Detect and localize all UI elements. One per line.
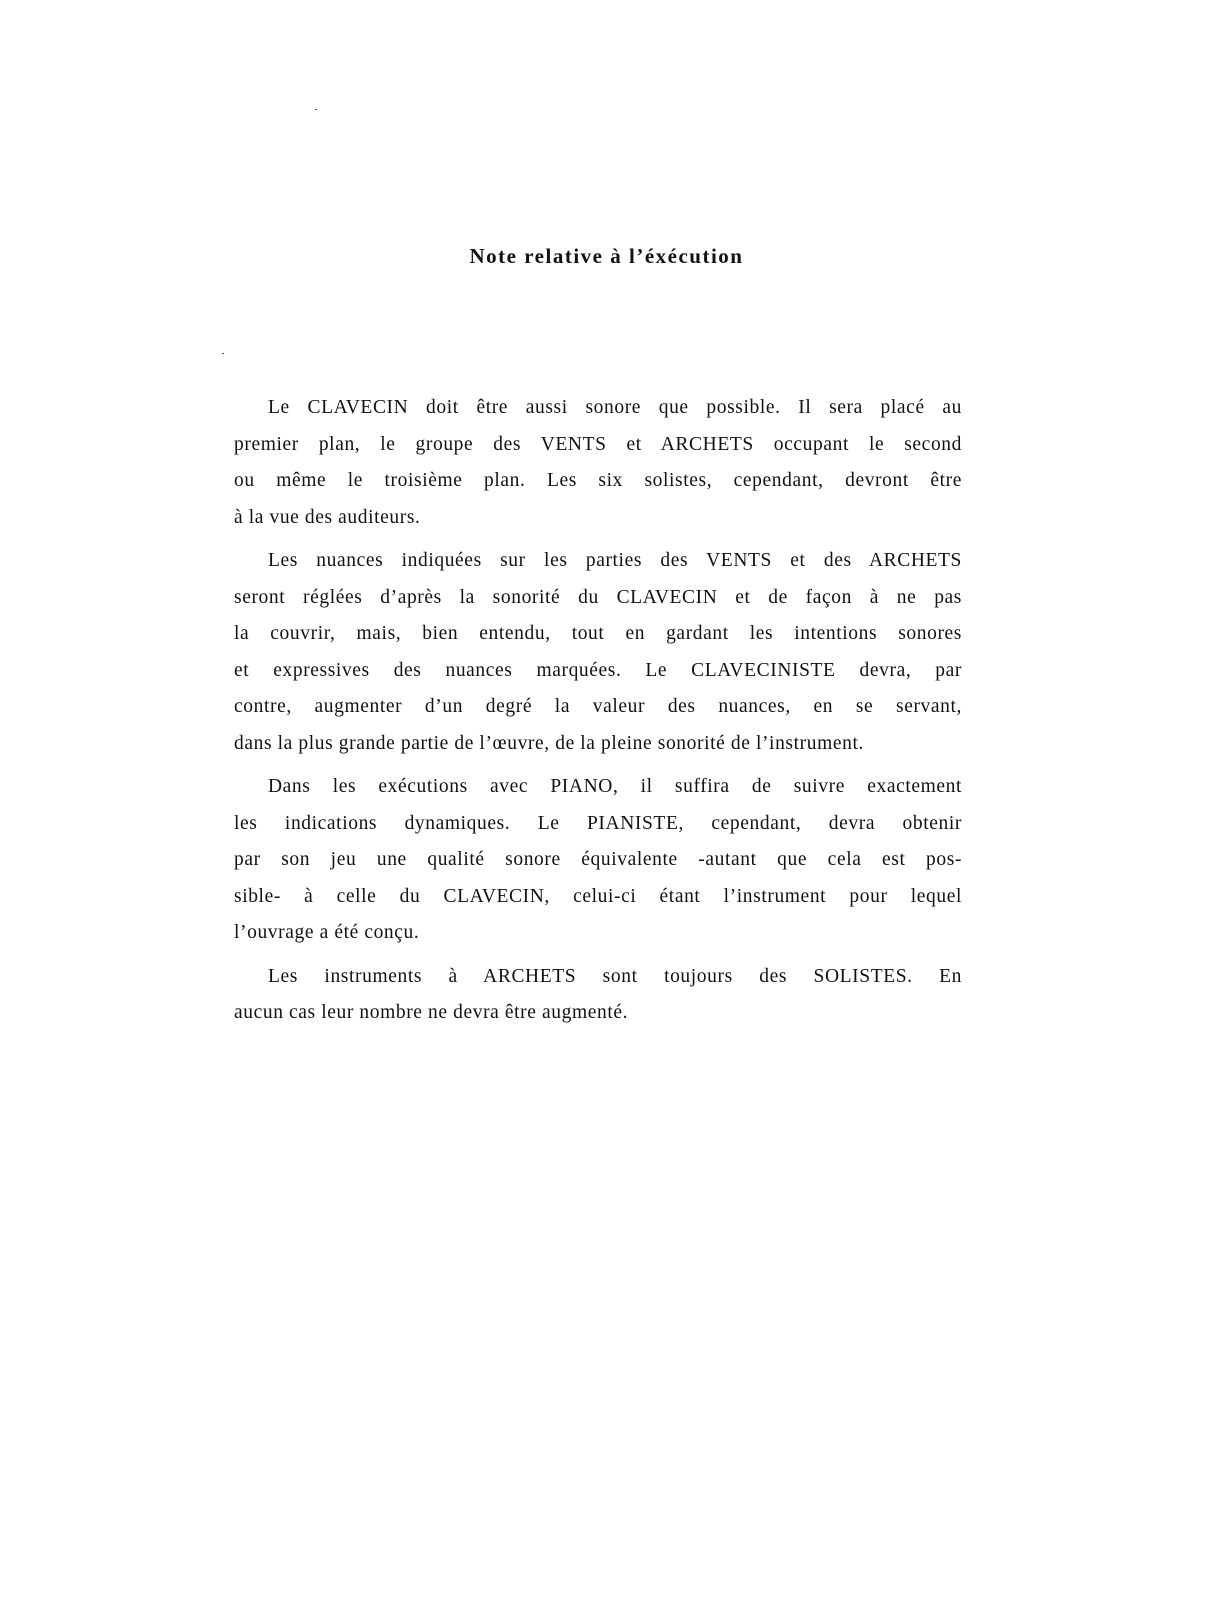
text-line: contre, augmenter d’un degré la valeur des nuances, en se servant,: [234, 696, 962, 717]
text-line: sible- à celle du CLAVECIN, celui-ci étant l’instrument pour lequel: [234, 885, 962, 907]
text-line: ou même le troisième plan. Les six solistes, cependant, devront être: [234, 470, 962, 491]
stray-mark: [315, 109, 317, 110]
paragraph-4: [234, 959, 962, 1032]
stray-mark: [222, 353, 224, 354]
text-line: seront réglées d’après la sonorité du CLAVECIN et de façon à ne pas: [234, 586, 962, 608]
text-line: Le CLAVECIN doit être aussi sonore que possible. Il sera placé au: [268, 397, 962, 418]
text-line: à la vue des auditeurs.: [234, 506, 421, 528]
text-line: Dans les exécutions avec PIANO, il suffira de suivre exactement: [268, 776, 962, 797]
text-line: les indications dynamiques. Le PIANISTE, cependant, devra obtenir: [234, 812, 962, 834]
text-line: l’ouvrage a été conçu.: [234, 922, 420, 943]
text-line: Les instruments à ARCHETS sont toujours des SOLISTES. En: [268, 965, 962, 987]
text-line: premier plan, le groupe des VENTS et ARCHETS occupant le second: [234, 433, 962, 455]
paragraph-3: [234, 769, 962, 952]
paragraph-2: [234, 543, 962, 762]
text-line: par son jeu une qualité sonore équivalente -autant que cela est pos-: [234, 849, 962, 870]
text-line: Les nuances indiquées sur les parties des VENTS et des ARCHETS: [268, 550, 962, 571]
page-title: Note relative à l’éxécution: [469, 244, 744, 268]
text-line: aucun cas leur nombre ne devra être augmenté.: [234, 1002, 629, 1023]
text-line: dans la plus grande partie de l’œuvre, de la pleine sonorité de l’instrument.: [234, 732, 864, 754]
paragraph-1: [234, 390, 962, 536]
note-body: [234, 390, 962, 1039]
text-line: et expressives des nuances marquées. Le CLAVECINISTE devra, par: [234, 659, 962, 681]
text-line: la couvrir, mais, bien entendu, tout en gardant les intentions sonores: [234, 623, 962, 644]
